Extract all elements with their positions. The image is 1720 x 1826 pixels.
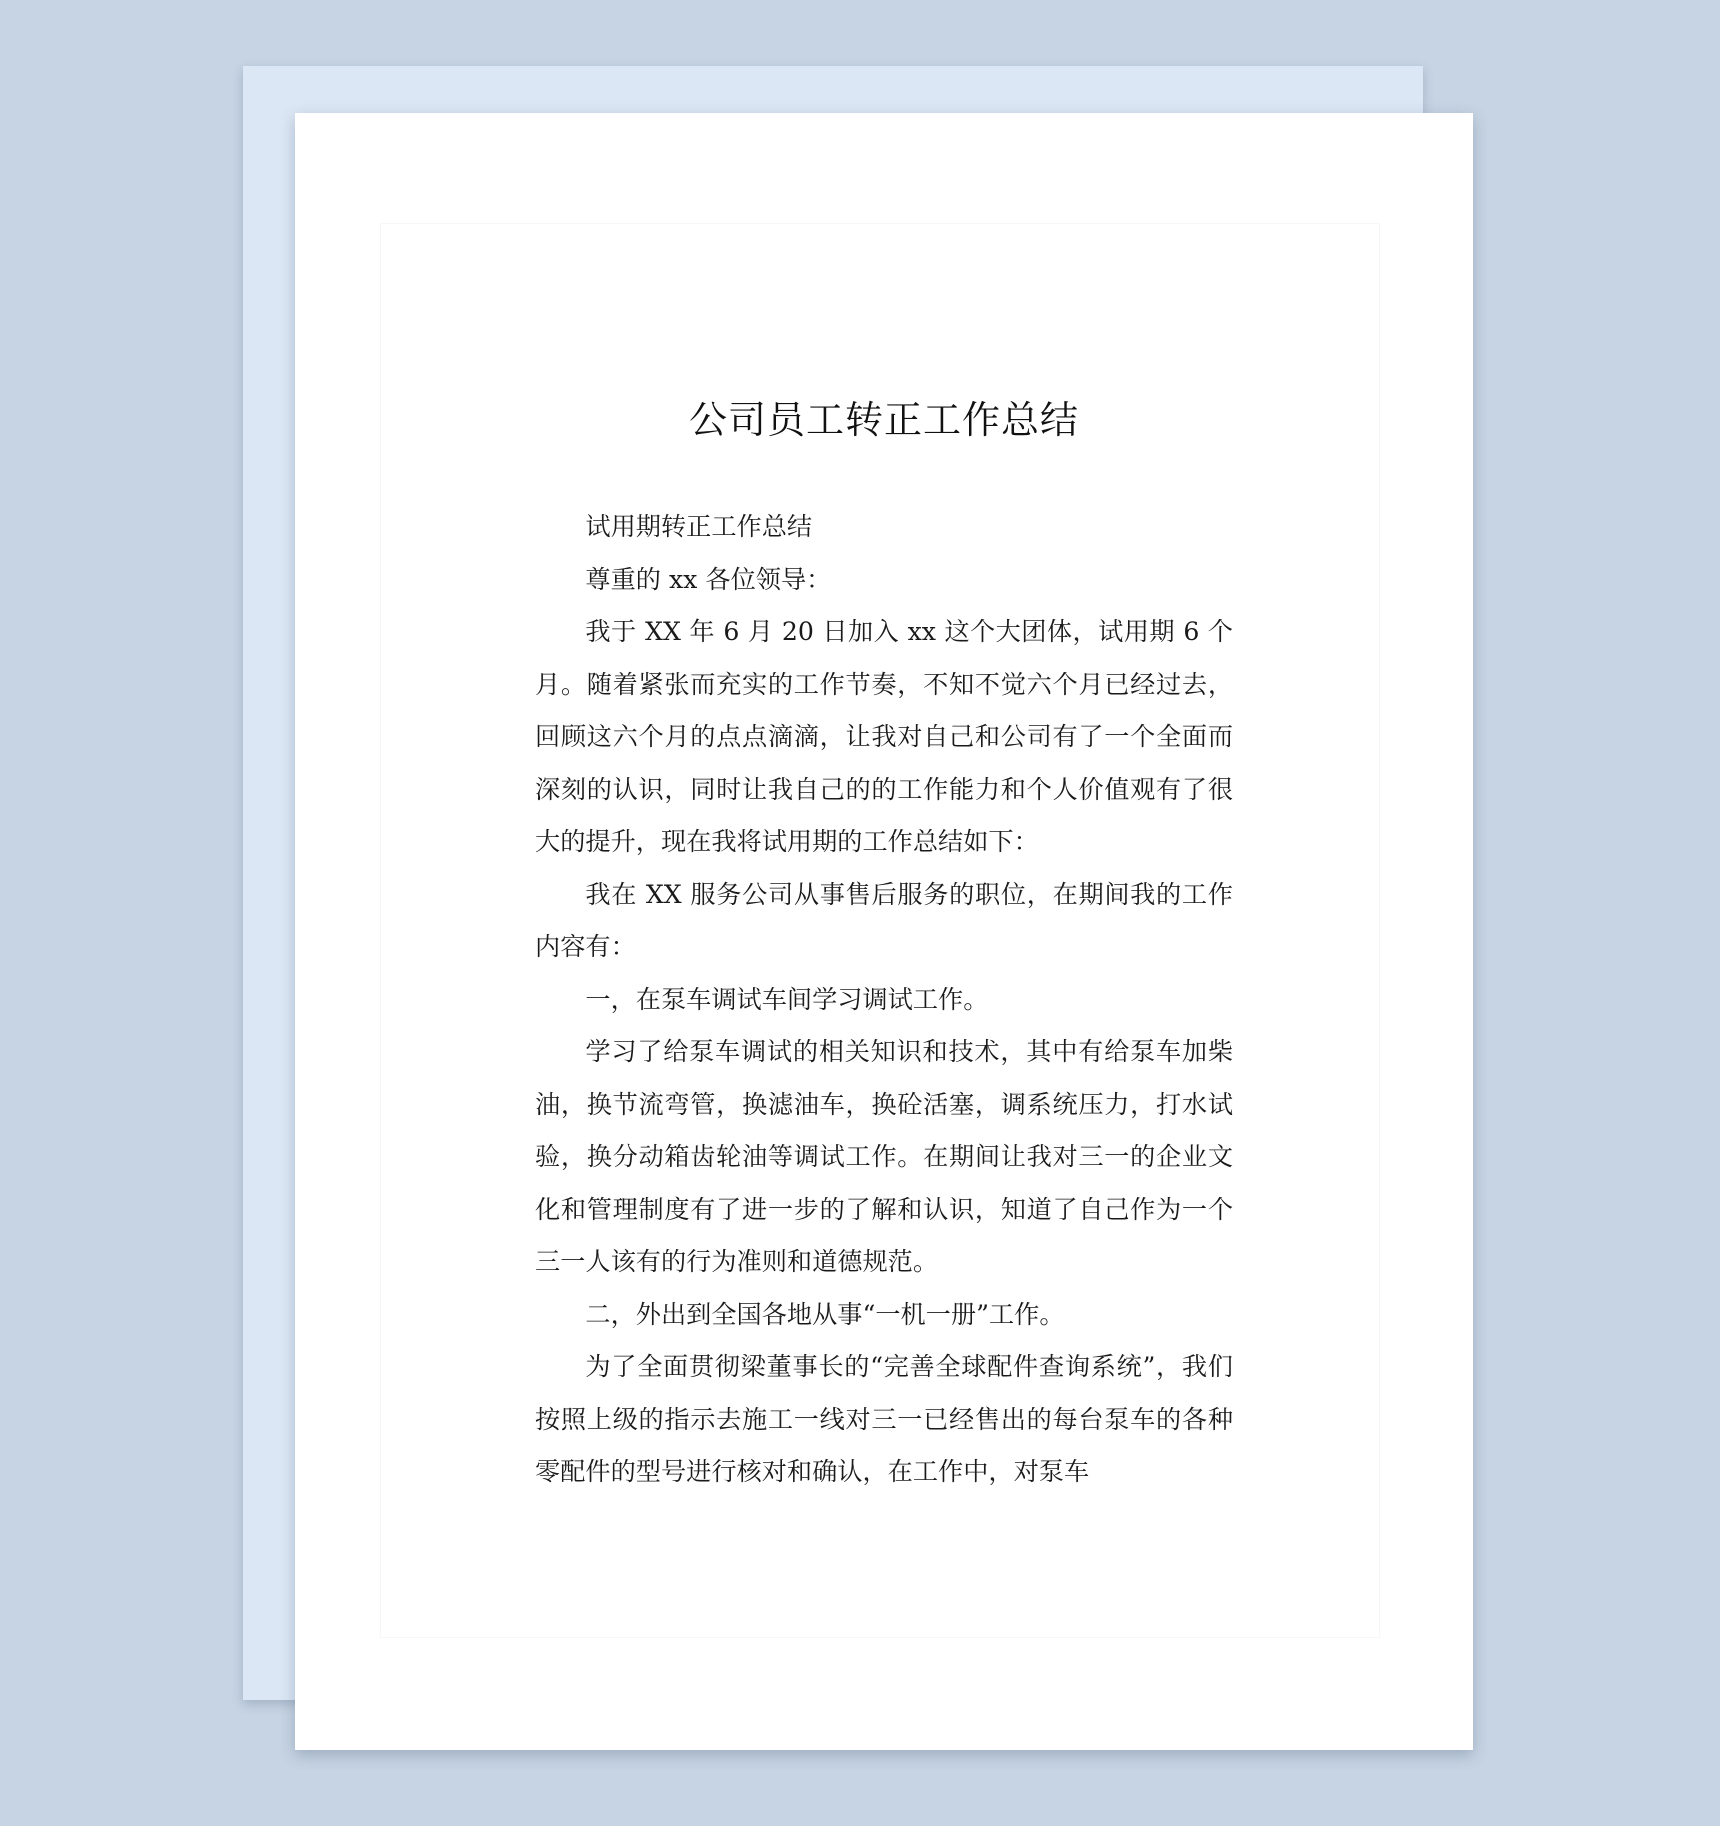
section-two-heading: 二，外出到全国各地从事“一机一册”工作。 bbox=[585, 1299, 1065, 1329]
intro-paragraph: 我于 XX 年 6 月 20 日加入 xx 这个大团体，试用期 6 个月。随着紧张而充实的工作节奏，不知不觉六个月已经过去，回顾这六个月的点点滴滴，让我对自己和公司有了一个全面而深刻的认识，同时让我自己的的工作能力和个人价值观有了很大的提升，现在我将试用期的工作总结如下： bbox=[535, 617, 1233, 856]
section-one-heading: 一，在泵车调试车间学习调试工作。 bbox=[585, 984, 989, 1014]
document-title: 公司员工转正工作总结 bbox=[688, 398, 1079, 443]
job-description-paragraph: 我在 XX 服务公司从事售后服务的职位，在期间我的工作内容有： bbox=[535, 879, 1233, 961]
document-body bbox=[535, 501, 1233, 1499]
section-one-paragraph: 学习了给泵车调试的相关知识和技术，其中有给泵车加柴油，换节流弯管，换滤油车，换砼活塞，调系统压力，打水试验，换分动箱齿轮油等调试工作。在期间让我对三一的企业文化和管理制度有了进一步的了解和认识，知道了自己作为一个三一人该有的行为准则和道德规范。 bbox=[535, 1037, 1233, 1276]
section-two-paragraph: 为了全面贯彻梁董事长的“完善全球配件查询系统”，我们按照上级的指示去施工一线对三一已经售出的每台泵车的各种零配件的型号进行核对和确认，在工作中，对泵车 bbox=[535, 1352, 1233, 1486]
front-paper-sheet bbox=[295, 113, 1473, 1750]
salutation-paragraph: 尊重的 xx 各位领导： bbox=[585, 564, 832, 594]
subtitle-paragraph: 试用期转正工作总结 bbox=[585, 512, 813, 541]
